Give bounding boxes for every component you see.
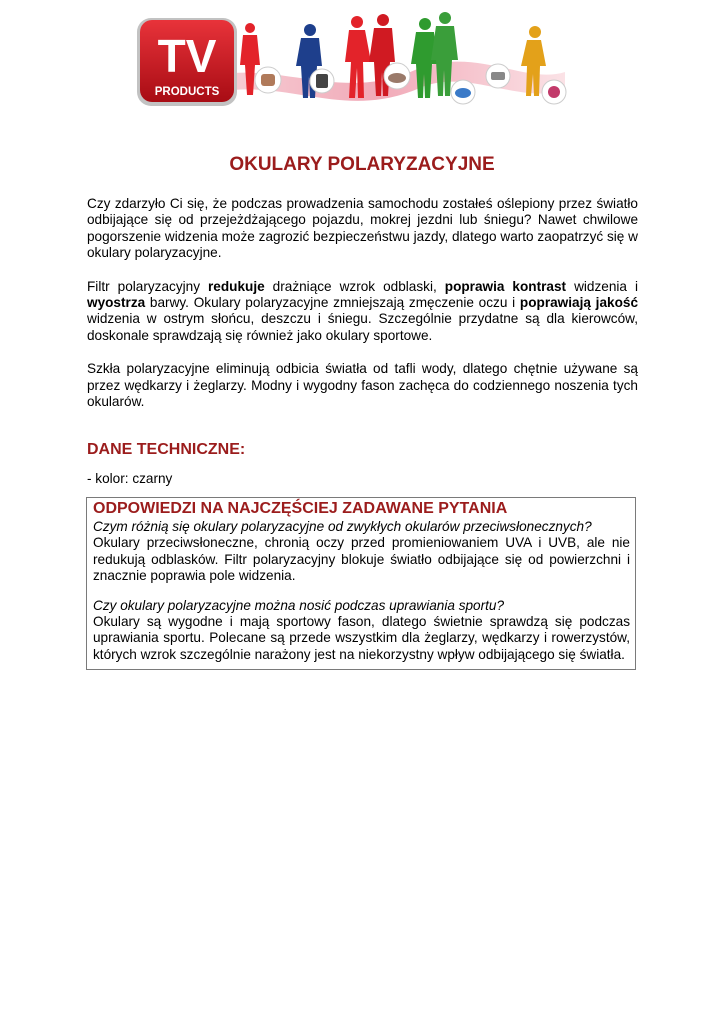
faq-box [86, 497, 636, 670]
usage-paragraph: Szkła polaryzacyjne eliminują odbicia światła od tafli wody, dlatego chętnie używane są przez wędkarzy i żeglarzy. Modny i wygodny fason zachęca do codziennego noszenia tych okularów. [87, 361, 638, 410]
faq-question: Czy okulary polaryzacyjne można nosić podczas uprawiania sportu? [93, 597, 505, 613]
faq-answer: Okulary są wygodne i mają sportowy fason, dlatego świetnie sprawdzą się podczas uprawiania sportu. Polecane są przede wszystkim dla żeglarzy, wędkarzy i rowerzystów, których wzrok szczególnie narażony jest na niekorzystny wpływ odbijającego się światła. [93, 614, 630, 662]
svg-text:PRODUCTS: PRODUCTS [154, 86, 220, 98]
tech-item: - kolor: czarny [87, 471, 173, 487]
faq-answer: Okulary przeciwsłoneczne, chronią oczy przed promieniowaniem UVA i UVB, ale nie redukują odblasków. Filtr polaryzacyjny blokuje światło odbijające się od powierzchni i znacznie poprawia pole widzenia. [93, 535, 630, 584]
tech-heading: DANE TECHNICZNE: [87, 441, 246, 459]
tv-logo [137, 18, 237, 106]
header-banner [135, 10, 570, 110]
main-content [87, 196, 638, 488]
faq-heading: ODPOWIEDZI NA NAJCZĘŚCIEJ ZADAWANE PYTANIA [93, 500, 508, 517]
features-paragraph: Filtr polaryzacyjny redukuje drażniące wzrok odblaski, poprawia kontrast widzenia i wyostrza barwy. Okulary polaryzacyjne zmniejszają zmęczenie oczu i poprawiają jakość widzenia w ostrym słońcu, deszczu i śniegu. Szczególnie przydatne są dla kierowców, doskonale sprawdzają się również jako okulary sportowe. [87, 278, 639, 343]
page-title: OKULARY POLARYZACYJNE [229, 154, 495, 175]
tv-products-logo-banner [135, 10, 570, 110]
svg-text:TV: TV [157, 30, 217, 82]
faq-question: Czym różnią się okulary polaryzacyjne od zwykłych okularów przeciwsłonecznych? [93, 519, 592, 534]
intro-paragraph: Czy zdarzyło Ci się, że podczas prowadzenia samochodu zostałeś oślepiony przez światło odbijające się od przejeżdżającego pojazdu, mokrej jezdni lub śniegu? Nawet chwilowe pogorszenie widzenia może zagrozić bezpieczeństwu jazdy, dlatego warto zaopatrzyć się w okulary polaryzacyjne. [87, 196, 638, 261]
